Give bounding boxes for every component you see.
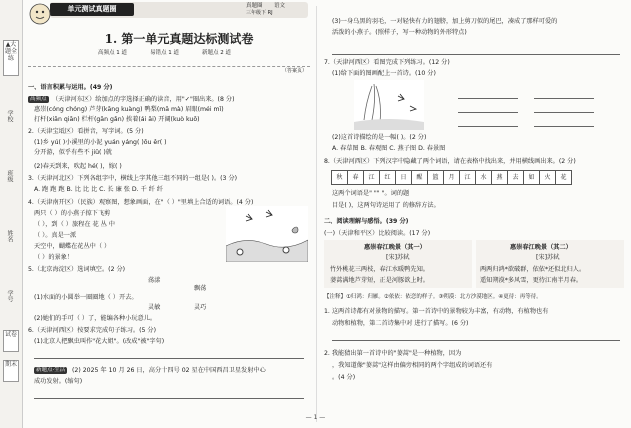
q2-row-1: (1)乡 yú( )小溪里的小泥 yuán yáng( )ōu ěr( ) (34, 139, 167, 146)
willow-swallow-illustration (354, 80, 424, 130)
side-label-number: 学号 (6, 290, 13, 302)
q4-text: 4.（天津南开区）（民族）观察图，想象画面，在"（ ）"里填上合适的词语。(4 分) (28, 199, 254, 206)
answer-line-2[interactable] (34, 398, 304, 399)
q4-row-5: （ ）的景象！ (34, 254, 74, 261)
header-brand: 真题圈 (246, 3, 263, 9)
q5-word-4: 灵巧 (194, 304, 207, 311)
q7-sub-1: (1)给下面的图画配上一首诗。(10 分) (332, 70, 436, 77)
q5-word-1: 荡漾 (148, 277, 161, 284)
side-box-2: 试卷 (3, 330, 19, 352)
answer-line-3[interactable] (332, 54, 620, 55)
side-label-name: 姓名 (6, 230, 13, 242)
section-1-heading: 一、语言积累与运用。(49 分) (28, 84, 113, 91)
poem-line-1b[interactable] (534, 98, 594, 99)
q3-text: 3.（天津河北区）下列各组字中，横线上字其他三组不同的一组是( )。(3 分) (28, 175, 238, 182)
q5-text: 5.（北京海淀区）选词填空。(2 分) (28, 266, 126, 273)
q1-row-1: 惠崇(cóng chóng) 芦芽(kāng kuàng) 鸭梨(mā mà) 眉眼(méi mǐ) (34, 106, 224, 113)
grid-cell[interactable]: 火 (539, 170, 556, 185)
grid-cell[interactable]: 月 (443, 170, 460, 185)
poem-1-title: 惠崇春江晚景（其一） (364, 244, 426, 251)
q5-sentence-2: (2)她们的手可（ ）了，能编各种小玩意儿。 (34, 315, 157, 322)
q1-text: （天津河东区）给加点的字选择正确的读音，用"✓"圈出来。(8 分) (52, 96, 235, 103)
poem-line-2a[interactable] (458, 112, 518, 113)
header-grade: 三年级下 RJ (246, 10, 273, 16)
grid-cell[interactable]: 燕 (491, 170, 508, 185)
grid-cell[interactable]: 篮 (427, 170, 444, 185)
q6-3-text-1: (3)一身乌黑的羽毛，一对轻快有力的翅膀，加上剪刀似的尾巴，凑成了那样可爱的 (332, 18, 558, 25)
page-title: 1. 第一单元真题达标测试卷 (104, 32, 254, 46)
q3-options: A. 跑 跑 跑 B. 比 比 比 C. 长 廉 张 D. 千 纤 纤 (34, 186, 164, 193)
side-label-school: 学校 (6, 110, 13, 122)
char-grid (332, 170, 572, 185)
grid-cell[interactable]: 水 (475, 170, 492, 185)
grid-cell[interactable]: 日 (395, 170, 412, 185)
answer-line-1[interactable] (34, 358, 304, 359)
poem-line-3a[interactable] (458, 126, 518, 127)
section-2-heading: 二、阅读理解与感悟。(39 分) (324, 218, 409, 225)
binding-strip (0, 0, 23, 428)
side-label-class: 班级 (6, 170, 13, 182)
r1-text: 1. 这两首诗都有对景物的描写。第一首诗中的景物较为丰富，有动物，有植物也有 (324, 308, 549, 315)
reading-intro: (一)（天津和平区）比较阅读。(17 分) (324, 230, 431, 237)
q6-3-text-2: 活泼的小燕子。(照样子，写一种动物的外形特点) (332, 29, 467, 36)
poem-line-3b[interactable] (534, 126, 594, 127)
grid-cell[interactable]: 江 (459, 170, 476, 185)
stat-high: 高频点 1 道 (98, 50, 127, 56)
poem-1-author: [宋]苏轼 (386, 254, 410, 261)
q1-tag: 高频点 (30, 96, 47, 102)
r2-text-c: 。(4 分) (332, 374, 356, 381)
q6-sentence-1: (1)北京人把飘虫叫作"花大姐"。(改成"被"字句) (34, 338, 165, 345)
q2-row-3: (2)春天到来，吹起 hé( )，嫁( ) (34, 163, 122, 170)
q5-sentence-1: (1)水面的小圆举一圈圈地（ ）开去。 (34, 294, 138, 301)
q8-text: 8.（天津河西区）下列汉字中隐藏了两个词语，请在表格中找出来，并用横线画出来。(2 分) (324, 158, 576, 165)
q7-options: A. 春草图 B. 春观图 C. 燕子图 D. 春景图 (332, 145, 446, 152)
q6-text: 6.（天津河西区）按要求完成句子练习。(5 分) (28, 327, 157, 334)
page-number: — 1 — (305, 414, 326, 421)
q5-word-2: 飘荡 (194, 285, 207, 292)
header-subject: 语文 (274, 3, 286, 9)
q4-row-4: 天空中，蝴蝶在花丛中（ ） (34, 243, 111, 250)
q6-sentence-2b: 成功发射。(缩句) (34, 378, 83, 385)
spring-scene-illustration (226, 206, 308, 262)
side-box-1: ▲大题全练 (3, 40, 19, 76)
divider-dash (28, 66, 310, 67)
poem-line-1a[interactable] (458, 98, 518, 99)
header-badge: 单元测试真题圈 (50, 3, 134, 16)
mascot-icon (28, 0, 54, 30)
q2-text: 2.（天津宝坻区）看拼音，写字词。(5 分) (28, 128, 144, 135)
grid-cell[interactable]: 去 (507, 170, 524, 185)
poem-1-line-1: 竹外桃花三两枝，春江水暖鸭先知。 (330, 266, 429, 273)
poem-line-2b[interactable] (534, 112, 594, 113)
grid-cell[interactable]: 春 (347, 170, 364, 185)
q4-row-2: （ ），到（ ）旅程在 花 丛 中 (34, 221, 115, 228)
q7-text: 7.（天津河西区）看图完成下列练习。(12 分) (324, 59, 450, 66)
grid-cell[interactable]: 秋 (331, 170, 348, 185)
q6-2-tag: 新题点·生活 (36, 367, 66, 373)
r1-text-b: 动物和植物，第二首诗集中对 进行了描写。(6 分) (332, 320, 469, 327)
grid-cell[interactable]: 如 (523, 170, 540, 185)
stat-new: 新题点 2 道 (202, 50, 231, 56)
q8-answer-2: 目是( )，这两句诗运用了 的修辞方法。 (332, 202, 440, 209)
poem-2-title: 惠崇春江晚景（其二） (510, 244, 572, 251)
q1-row-2: 打杆(xiān qiān) 栏杆(gān gǎn) 挨着(ái āi) 开阔(kuò kuō) (34, 116, 200, 123)
annotation-note: 【注释】①归鸿：归雁。②依依：依恋的样子。③朔漠：北方沙漠地区。④更待：再等待。 (324, 294, 542, 300)
q7-sub-2: (2)这首诗描绘的是一幅( )。(2 分) (332, 134, 427, 141)
column-divider (316, 6, 317, 422)
q2-row-2: 分开游，似乎有些不 jiǔ( )就 (34, 149, 112, 156)
q5-word-3: 灵敏 (148, 304, 161, 311)
stat-easy: 易错点 1 道 (150, 50, 179, 56)
q4-row-3: （ ）。真是一派 (34, 232, 77, 239)
r2-text: 2. 我能猜出第一首诗中的"蒌蒿"是一种植物，因为 (324, 350, 462, 357)
score-label: （答案页） (282, 68, 308, 74)
q8-answer-1: 这两个词语是" "" "。词的题 (332, 190, 410, 197)
q6-sentence-2: (2) 2025 年 10 月 26 日，高分十四号 02 星在中国西昌卫星发射中心 (72, 367, 266, 374)
poem-2-line-2: 遥知朔漠*多风雪，更待江南半月春。 (480, 277, 583, 284)
grid-cell[interactable]: 江 (363, 170, 380, 185)
left-column (28, 0, 310, 428)
r2-text-b: ，我知道像"蒌蒿"这样由偏旁相同的两个字组成的词语还有 (332, 362, 493, 369)
poem-2-author: [宋]苏轼 (536, 254, 560, 261)
side-box-3: 期末 (3, 360, 19, 382)
grid-cell[interactable]: 花 (555, 170, 572, 185)
answer-line-4[interactable] (332, 340, 620, 341)
grid-cell[interactable]: 红 (379, 170, 396, 185)
right-column (324, 0, 624, 428)
q4-row-1: 两只（ ）的小燕子掠下飞剪 (34, 210, 111, 217)
poem-2-line-1: 两两归鸿*欲破群，依依*还似北归人。 (480, 266, 586, 273)
poem-1-line-2: 蒌蒿满地芦芽短，正是河豚欲上时。 (330, 277, 429, 284)
grid-cell[interactable]: 醒 (411, 170, 428, 185)
